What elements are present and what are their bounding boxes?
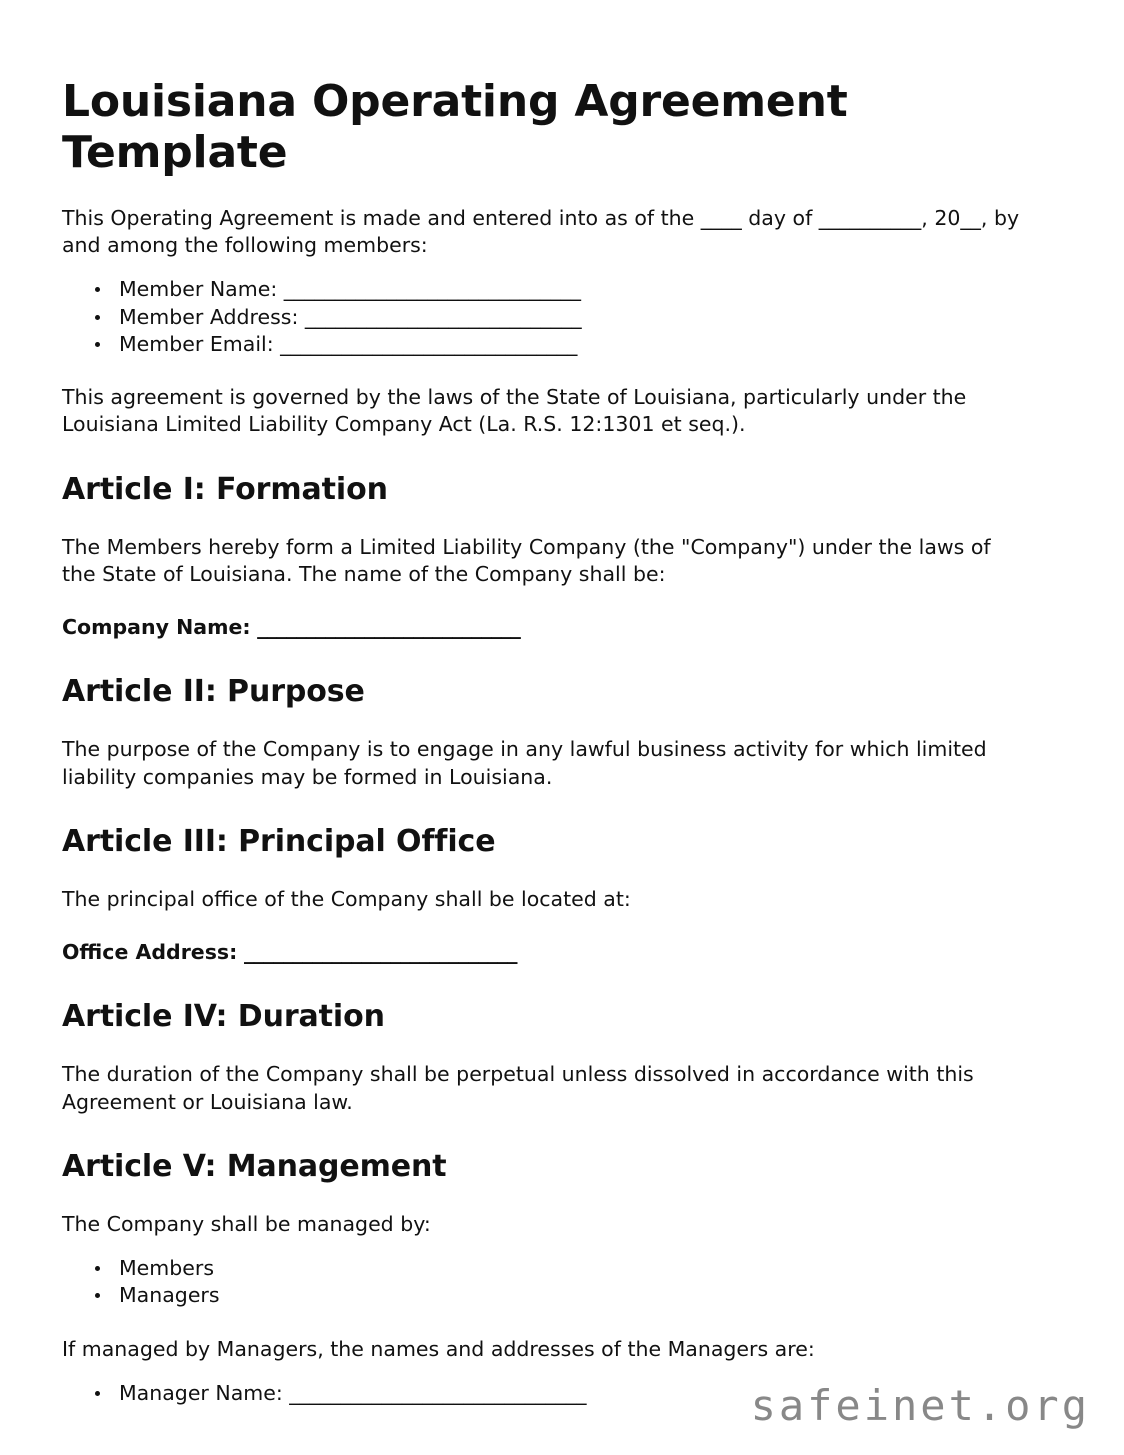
article-heading-principal-office: Article III: Principal Office bbox=[62, 823, 496, 859]
list-item: Managers bbox=[62, 1282, 1030, 1309]
managers-intro-paragraph: If managed by Managers, the names and addresses of the Managers are: bbox=[62, 1336, 815, 1361]
article-heading-duration: Article IV: Duration bbox=[62, 999, 385, 1035]
article-heading-formation: Article I: Formation bbox=[62, 471, 388, 507]
member-fields-list bbox=[62, 276, 1030, 358]
list-item: Member Email: _____________________________ bbox=[62, 331, 1030, 358]
list-item: Member Name: _____________________________ bbox=[62, 276, 1030, 303]
article-heading-management: Article V: Management bbox=[62, 1148, 447, 1184]
company-name-label: Company Name: bbox=[62, 615, 251, 640]
management-options-list bbox=[62, 1255, 1030, 1310]
article-heading-purpose: Article II: Purpose bbox=[62, 674, 365, 710]
site-watermark: safeinet.org bbox=[750, 1381, 1090, 1430]
list-item: Member Address: ___________________________ bbox=[62, 304, 1030, 331]
intro-paragraph: This Operating Agreement is made and entered into as of the ____ day of __________, 20__, by and among the following members: bbox=[62, 205, 1020, 258]
article-body-management: The Company shall be managed by: bbox=[62, 1211, 431, 1236]
office-address-blank: ____________________________ bbox=[237, 940, 517, 965]
company-name-blank: ___________________________ bbox=[250, 615, 521, 640]
article-body-purpose: The purpose of the Company is to engage in any lawful business activity for which limited liability companies may be formed in Louisiana. bbox=[62, 737, 987, 789]
page-title: Louisiana Operating Agreement Template bbox=[62, 76, 848, 179]
list-item: Manager Name: _____________________________ bbox=[62, 1380, 1030, 1407]
office-address-field bbox=[62, 939, 1030, 966]
office-address-label: Office Address: bbox=[62, 940, 238, 965]
article-body-duration: The duration of the Company shall be perpetual unless dissolved in accordance with this Agreement or Louisiana law. bbox=[62, 1062, 974, 1114]
article-body-principal-office: The principal office of the Company shall be located at: bbox=[62, 886, 631, 911]
governing-law-paragraph: This agreement is governed by the laws of the State of Louisiana, particularly under the Louisiana Limited Liability Company Act (La. R.S. 12:1301 et seq.). bbox=[62, 385, 967, 437]
article-body-formation: The Members hereby form a Limited Liability Company (the "Company") under the laws of the State of Louisiana. The name of the Company shall be: bbox=[62, 534, 991, 586]
company-name-field bbox=[62, 614, 1030, 641]
list-item: Members bbox=[62, 1255, 1030, 1282]
